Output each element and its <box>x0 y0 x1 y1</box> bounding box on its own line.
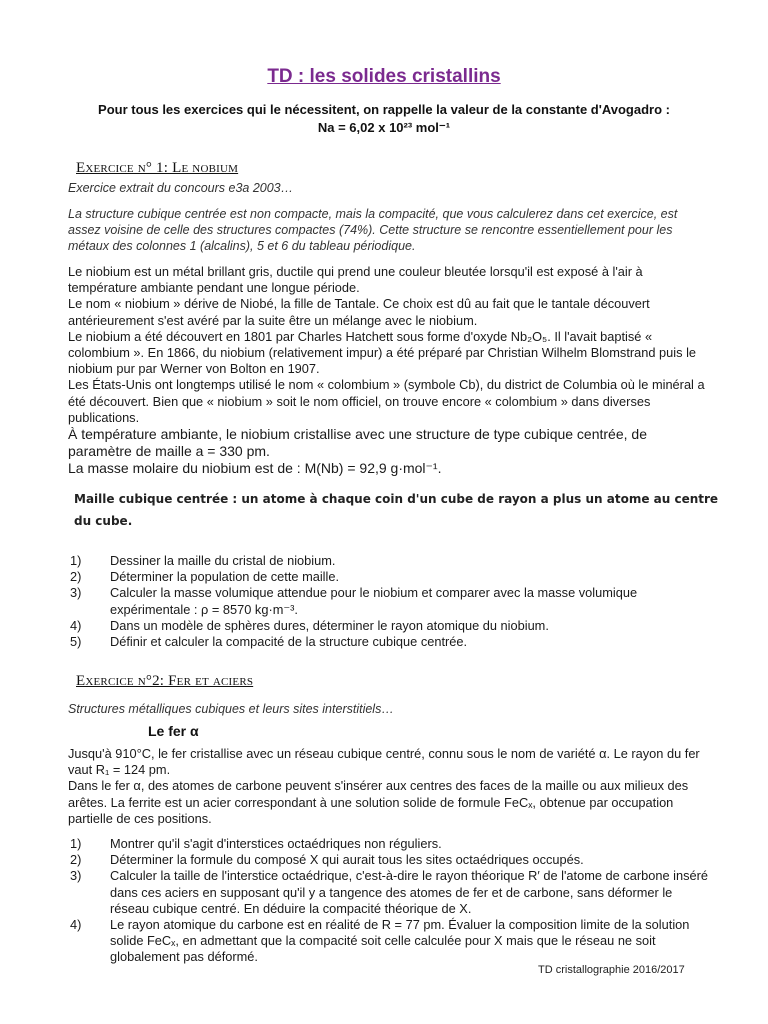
avogadro-reminder <box>0 101 768 137</box>
paragraph: À température ambiante, le niobium cristallise avec une structure de type cubique centrée, de paramètre de maille a = 330 pm. <box>68 426 647 459</box>
question-item: 1) Montrer qu'il s'agit d'interstices octaédriques non réguliers. <box>70 836 442 851</box>
bcc-definition: Maille cubique centrée : un atome à chaque coin d'un cube de rayon a plus un atome au centre du cube. <box>74 492 719 528</box>
question-item: 3) Calculer la masse volumique attendue pour le niobium et comparer avec la masse volumique expérimentale : ρ = 8570 kg·m⁻³. <box>70 585 638 617</box>
exercise-2-text <box>68 746 708 827</box>
subsection-heading: Le fer α <box>148 723 199 739</box>
exercise-1-questions <box>70 553 710 650</box>
intro-line: Pour tous les exercices qui le nécessitent, on rappelle la valeur de la constante d'Avogadro : <box>98 102 670 117</box>
exercise-1-text <box>68 264 708 426</box>
question-item: 3) Calculer la taille de l'interstice octaédrique, c'est-à-dire le rayon théorique R′ de l'atome de carbone inséré dans ces aciers en supposant qu'il y a tangence des atomes de fer et de carbone, sans déformer le réseau cubique centré. En déduire la compacité théorique de X. <box>70 868 708 916</box>
paragraph: La masse molaire du niobium est de : M(Nb) = 92,9 g·mol⁻¹. <box>68 460 442 476</box>
question-item: 4) Dans un modèle de sphères dures, déterminer le rayon atomique du niobium. <box>70 617 549 633</box>
paragraph: Le niobium a été découvert en 1801 par Charles Hatchett sous forme d'oxyde Nb₂O₅. Il l'avait baptisé « colombium ». En 1866, du niobium (relativement impur) a été préparé par Christian Wilhelm Blomstrand puis le niobium pur par Werner von Bolton en 1907. <box>68 328 697 377</box>
paragraph: Le nom « niobium » dérive de Niobé, la fille de Tantale. Ce choix est dû au fait que le tantale découvert antérieurement s'est avéré par la suite être un mélange avec le niobium. <box>68 296 650 328</box>
exercise-2-source: Structures métalliques cubiques et leurs sites interstitiels… <box>68 702 394 716</box>
paragraph: Le niobium est un métal brillant gris, ductile qui prend une couleur bleutée lorsqu'il est exposé à l'air à température ambiante pendant une longue période. <box>68 264 643 296</box>
exercise-1-structure <box>68 426 708 477</box>
exercise-1-source: Exercice extrait du concours e3a 2003… <box>68 181 294 195</box>
exercise-2-questions <box>70 836 710 966</box>
exercise-1-heading: Exercice n° 1: Le nobium <box>76 160 239 176</box>
exercise-1-intro: La structure cubique centrée est non compacte, mais la compacité, que vous calculerez dans cet exercice, est assez voisine de celle des structures compactes (74%). Cette structure se rencontre essentiellement pour les métaux des colonnes 1 (alcalins), 5 et 6 du tableau périodique. <box>68 207 678 253</box>
paragraph: Jusqu'à 910°C, le fer cristallise avec un réseau cubique centré, connu sous le nom de variété α. Le rayon du fer vaut R₁ = 124 pm. <box>68 746 700 778</box>
question-item: 2) Déterminer la population de cette maille. <box>70 569 340 585</box>
question-item: 5) Définir et calculer la compacité de la structure cubique centrée. <box>70 634 468 650</box>
question-item: 4) Le rayon atomique du carbone est en réalité de R = 77 pm. Évaluer la composition limite de la solution solide FeCₓ, en admettant que la compacité soit celle calculée pour X mais que le réseau ne soit globalement pas déformé. <box>70 917 690 965</box>
question-item: 1) Dessiner la maille du cristal de niobium. <box>70 553 336 568</box>
page-footer: TD cristallographie 2016/2017 <box>538 964 685 976</box>
paragraph: Les États-Unis ont longtemps utilisé le nom « colombium » (symbole Cb), du district de Columbia où le minéral a été découvert. Bien que « niobium » soit le nom officiel, on trouve encore « colombium » dans diverses publications. <box>68 377 705 425</box>
avogadro-value: Na = 6,02 x 10²³ mol⁻¹ <box>317 120 451 135</box>
question-item: 2) Déterminer la formule du composé X qui aurait tous les sites octaédriques occupés. <box>70 852 584 868</box>
exercise-2-heading: Exercice n°2: Fer et aciers <box>76 673 254 689</box>
page-title: TD : les solides cristallins <box>267 66 501 87</box>
paragraph: Dans le fer α, des atomes de carbone peuvent s'insérer aux centres des faces de la maille ou aux milieux des arêtes. La ferrite est un acier correspondant à une solution solide de formule FeCₓ, obtenue par occupation partielle de ces positions. <box>68 778 689 826</box>
